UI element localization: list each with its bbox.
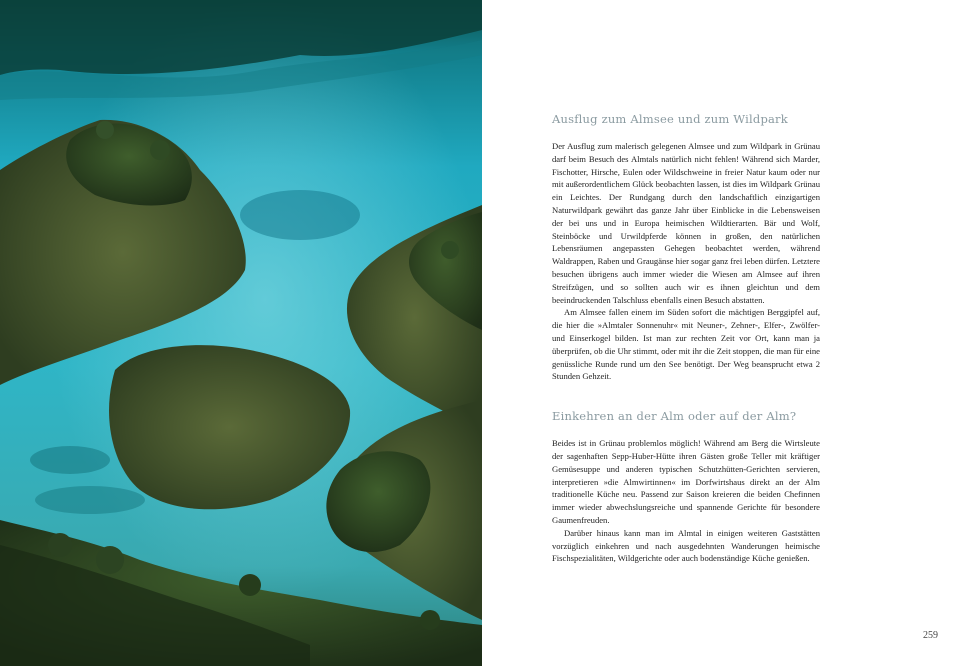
paragraph: Beides ist in Grünau problemlos möglich! Während am Berg die Wirtsleute der sagenhaften Sepp-Huber-Hütte ihren Gästen große Teller mit kräftiger Gemüsesuppe und anderen typischen Schutzhütten-Gerichten servieren, interpretieren »die Almwirtinnen« im Dorfwirtshaus direkt an der Alm traditionelle Küche neu. Passend zur Saison kreieren die beiden Chefinnen immer wieder abwechslungsreiche und spannende Gerichte für besondere Gaumenfreuden. [552, 438, 820, 525]
text-page [482, 0, 964, 666]
paragraph: Darüber hinaus kann man im Almtal in einigen weiteren Gaststätten vorzüglich einkehren und nach ausgedehnten Wanderungen heimische Fischspezialitäten, Wildgerichte oder auch bodenständige Küche genießen. [552, 527, 820, 564]
text-column [552, 112, 820, 565]
section-heading-almsee: Ausflug zum Almsee und zum Wildpark [552, 112, 788, 126]
page-number: 259 [923, 630, 938, 641]
paragraph: Der Ausflug zum malerisch gelegenen Almsee und zum Wildpark in Grünau darf beim Besuch des Almtals natürlich nicht fehlen! Während sich Marder, Fischotter, Hirsche, Eulen oder Wildschweine in freier Natur kaum oder nur mit außerordentlichem Glück beobachten lassen, ist dies im Wildpark Grünau ein Leichtes. Der Rundgang durch den landschaftlich einzigartigen Naturwildpark gewährt das ganze Jahr über Einblicke in die Lebensweisen der bei uns und in Europa heimischen Wildtierarten. Bär und Wolf, Steinböcke und Urwildpferde können in großen, den natürlichen Lebensräumen angepassten Gehegen beobachtet werden, während Waldrappen, Raben und Graugänse hier sogar ganz frei leben dürfen. Letztere besuchen übrigens auch immer wieder die Wiesen am Almsee auf ihren Streifzügen, und so sollten auch wir es ihnen gleichtun und dem beeindruckenden Talschluss ebenfalls einen Besuch abstatten. [552, 141, 820, 305]
paragraph: Am Almsee fallen einem im Süden sofort die mächtigen Berggipfel auf, die hier die »Almtaler Sonnenuhr« mit Neuner-, Zehner-, Elfer-, Zwölfer- und Einserkogel bilden. Ist man zur rechten Zeit vor Ort, kann man ja überprüfen, ob die Uhr stimmt, oder mit ihr die Zeit stoppen, die man für eine genüssliche Runde rund um den See benötigt. Der Weg beansprucht etwa 2 Stunden Gehzeit. [552, 307, 820, 382]
section-heading-einkehren: Einkehren an der Alm oder auf der Alm? [552, 409, 797, 424]
